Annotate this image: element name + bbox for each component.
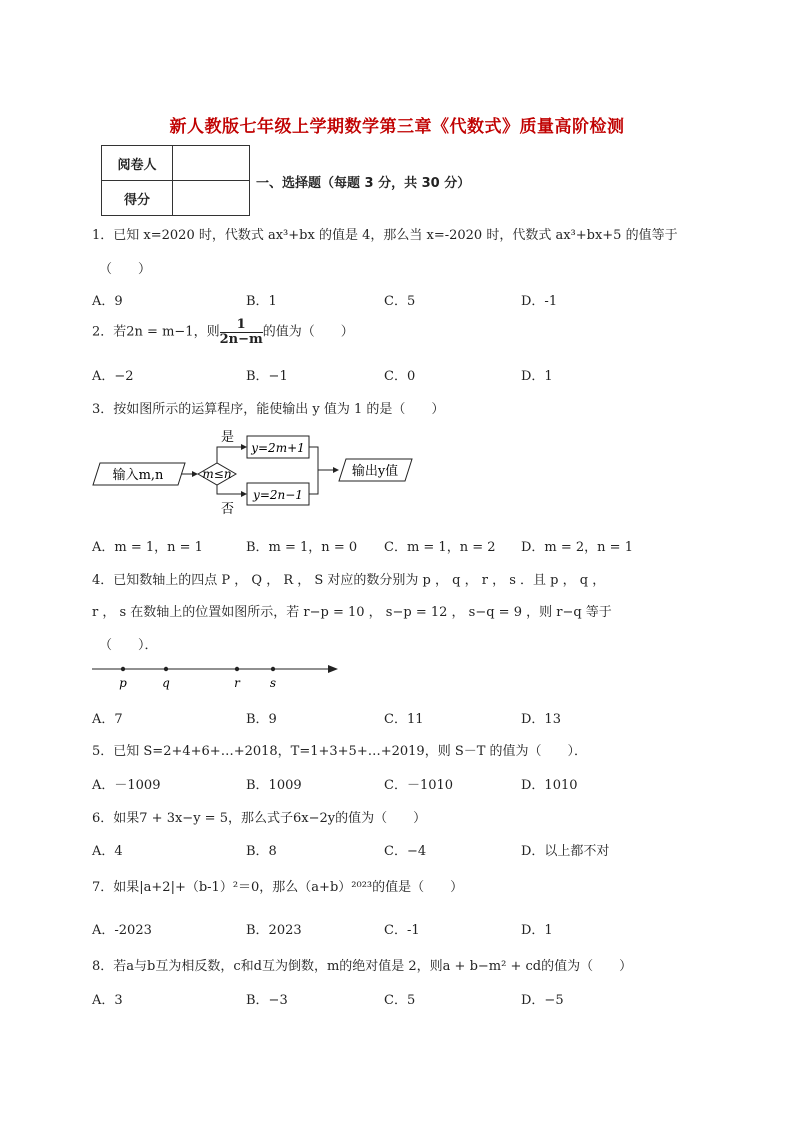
flow-yes-label: 是 bbox=[221, 430, 235, 445]
question-1-option-d: D．-1 bbox=[521, 294, 558, 309]
question-5-option-c: C．－1010 bbox=[384, 778, 454, 793]
point-s bbox=[271, 667, 275, 671]
question-7-option-d: D．1 bbox=[521, 923, 553, 938]
flow-no-label: 否 bbox=[221, 502, 235, 517]
question-5-option-a: A．－1009 bbox=[92, 778, 161, 793]
question-4-option-b: B．9 bbox=[246, 712, 277, 727]
point-p bbox=[121, 667, 125, 671]
question-2-stem-pre: 2．若2n = m−1，则 bbox=[92, 324, 220, 340]
number-line-arrow bbox=[328, 665, 338, 673]
label-r: r bbox=[234, 676, 240, 690]
score-blank bbox=[173, 181, 250, 216]
question-6-option-c: C．−4 bbox=[384, 844, 427, 859]
flow-arrowhead bbox=[333, 467, 339, 473]
flow-input-label: 输入m,n bbox=[112, 468, 164, 483]
question-2-option-b: B．−1 bbox=[246, 369, 288, 384]
point-q bbox=[164, 667, 168, 671]
question-4-stem: 4．已知数轴上的四点 P ， Q ， R ， S 对应的数分别为 p ， q ， r ， s ．且 p ， q ， bbox=[92, 573, 606, 588]
flow-arrowhead bbox=[241, 444, 247, 450]
question-4-stem-cont: r ， s 在数轴上的位置如图所示，若 r−p = 10 ， s−p = 12 ， s−q = 9 ，则 r−q 等于 bbox=[92, 605, 612, 620]
flow-condition-label: m≤n bbox=[202, 467, 232, 481]
question-5-stem: 5．已知 S=2+4+6+…+2018，T=1+3+5+…+2019，则 S－T 的值为（ ）． bbox=[92, 744, 588, 759]
question-2-stem-post: 的值为（ ） bbox=[262, 324, 354, 340]
question-8-stem: 8．若a与b互为相反数，c和d互为倒数，m的绝对值是 2，则a + b−m² + cd的值为（ ） bbox=[92, 959, 633, 974]
question-3-option-d: D．m = 2，n = 1 bbox=[521, 540, 633, 555]
question-8-option-d: D．−5 bbox=[521, 993, 564, 1008]
question-7-option-c: C．-1 bbox=[384, 923, 420, 938]
flow-arrowhead bbox=[241, 491, 247, 497]
question-1-stem: 1．已知 x=2020 时，代数式 ax³+bx 的值是 4，那么当 x=-2020 时，代数式 ax³+bx+5 的值等于 bbox=[92, 228, 678, 243]
document-title: 新人教版七年级上学期数学第三章《代数式》质量高阶检测 bbox=[169, 117, 625, 137]
flowchart bbox=[90, 425, 430, 520]
question-7-stem: 7．如果|a+2|+（b-1）²＝0，那么（a+b）²⁰²³的值是（ ） bbox=[92, 880, 464, 895]
question-1-option-b: B．1 bbox=[246, 294, 277, 309]
question-1-option-c: C．5 bbox=[384, 294, 416, 309]
question-4-stem-cont-2: （ ）． bbox=[99, 638, 158, 653]
question-7-option-b: B．2023 bbox=[246, 923, 302, 938]
question-2-option-d: D．1 bbox=[521, 369, 553, 384]
point-r bbox=[235, 667, 239, 671]
question-4-option-d: D．13 bbox=[521, 712, 561, 727]
flow-output-label: 输出y值 bbox=[351, 464, 399, 479]
flow-merge-line bbox=[309, 447, 318, 494]
question-8-option-c: C．5 bbox=[384, 993, 416, 1008]
question-6-option-a: A．4 bbox=[92, 844, 123, 859]
question-6-stem: 6．如果7 + 3x−y = 5，那么式子6x−2y的值为（ ） bbox=[92, 811, 427, 826]
question-3-option-c: C．m = 1，n = 2 bbox=[384, 540, 496, 555]
question-2-stem bbox=[92, 318, 354, 346]
fraction-numerator: 1 bbox=[220, 318, 263, 333]
question-3-stem: 3．按如图所示的运算程序，能使输出 y 值为 1 的是（ ） bbox=[92, 402, 445, 417]
section-title: 一、选择题（每题 3 分，共 30 分） bbox=[256, 176, 471, 191]
flow-yes-formula: y=2m+1 bbox=[251, 441, 305, 455]
flow-no-line bbox=[217, 485, 241, 494]
question-8-option-a: A．3 bbox=[92, 993, 123, 1008]
question-4-option-c: C．11 bbox=[384, 712, 424, 727]
fraction-denominator: 2n−m bbox=[219, 331, 263, 347]
question-8-option-b: B．−3 bbox=[246, 993, 288, 1008]
flow-no-formula: y=2n−1 bbox=[253, 488, 303, 502]
question-2-option-c: C．0 bbox=[384, 369, 416, 384]
label-s: s bbox=[269, 676, 277, 690]
number-line bbox=[90, 660, 350, 692]
question-7-option-a: A．-2023 bbox=[92, 923, 152, 938]
question-2-fraction bbox=[220, 318, 263, 346]
question-4-option-a: A．7 bbox=[92, 712, 123, 727]
label-p: p bbox=[119, 676, 127, 690]
question-3-option-b: B．m = 1，n = 0 bbox=[246, 540, 358, 555]
question-3-option-a: A．m = 1，n = 1 bbox=[92, 540, 203, 555]
question-2-option-a: A．−2 bbox=[92, 369, 134, 384]
question-6-option-d: D．以上都不对 bbox=[521, 844, 610, 859]
question-1-option-a: A．9 bbox=[92, 294, 123, 309]
score-table bbox=[101, 145, 250, 216]
question-5-option-b: B．1009 bbox=[246, 778, 302, 793]
reviewer-label: 阅卷人 bbox=[102, 146, 173, 181]
flow-yes-line bbox=[217, 447, 241, 463]
question-1-stem-cont: （ ） bbox=[99, 262, 152, 277]
reviewer-blank bbox=[173, 146, 250, 181]
question-6-option-b: B．8 bbox=[246, 844, 277, 859]
label-q: q bbox=[162, 676, 170, 690]
question-5-option-d: D．1010 bbox=[521, 778, 578, 793]
score-label: 得分 bbox=[102, 181, 173, 216]
